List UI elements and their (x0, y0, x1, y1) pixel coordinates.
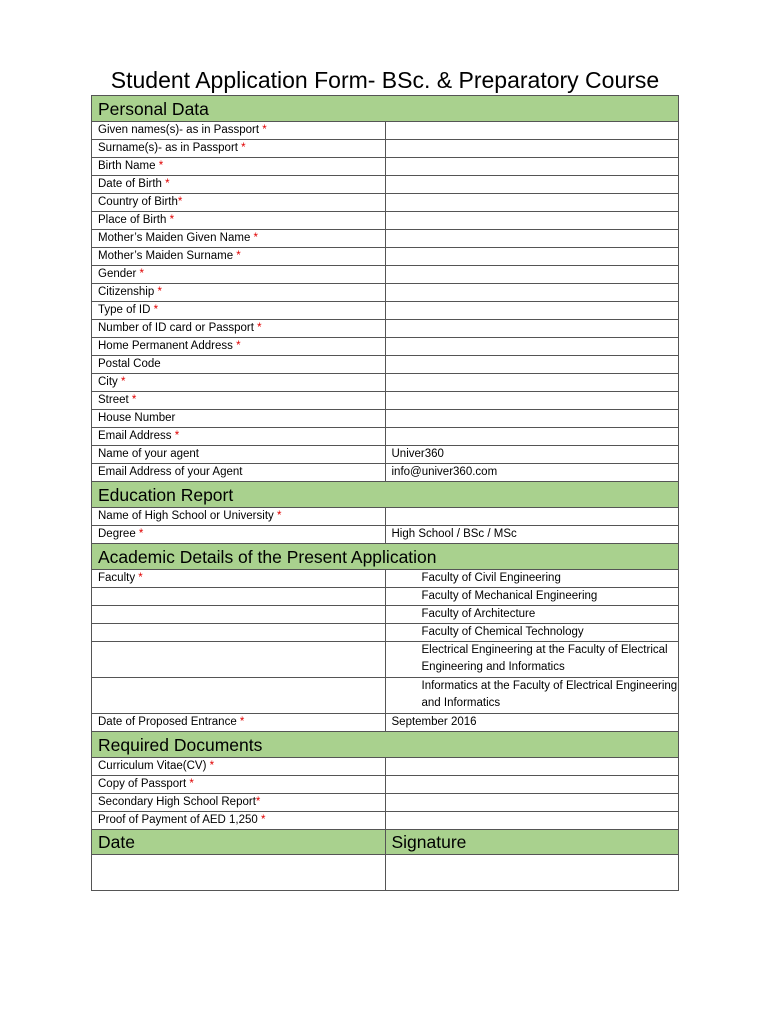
date-signature-row (92, 855, 679, 891)
form-row-faculty-option (92, 606, 679, 624)
field-label-text: Place of Birth (98, 214, 167, 226)
form-row (92, 428, 679, 446)
form-row-faculty-option (92, 642, 679, 678)
field-input[interactable] (385, 758, 679, 776)
field-label (92, 446, 386, 464)
field-label-text: House Number (98, 412, 176, 424)
field-label-text: Curriculum Vitae(CV) (98, 760, 207, 772)
section-title: Personal Data (92, 96, 679, 122)
field-label (92, 194, 386, 212)
form-row (92, 392, 679, 410)
field-label (92, 356, 386, 374)
field-input[interactable] (385, 392, 679, 410)
required-star: * (161, 178, 170, 190)
required-star: * (117, 376, 126, 388)
field-input[interactable] (385, 508, 679, 526)
field-input[interactable]: High School / BSc / MSc (385, 526, 679, 544)
field-label (92, 338, 386, 356)
field-label (92, 812, 386, 830)
form-row (92, 140, 679, 158)
form-row (92, 194, 679, 212)
form-row-faculty-option (92, 678, 679, 714)
field-label (92, 526, 386, 544)
field-label-text: Name of High School or University (98, 510, 274, 522)
required-star: * (232, 340, 241, 352)
field-label (92, 794, 386, 812)
field-input[interactable] (385, 212, 679, 230)
section-title: Required Documents (92, 732, 679, 758)
field-label (92, 758, 386, 776)
form-title: Student Application Form- BSc. & Preparatory Course (110, 67, 660, 93)
required-star: * (155, 160, 164, 172)
field-input[interactable] (385, 158, 679, 176)
required-star: * (154, 286, 162, 298)
field-input[interactable] (385, 140, 679, 158)
field-label (92, 392, 386, 410)
required-star: * (273, 510, 282, 522)
form-row-entrance-date (92, 714, 679, 732)
field-label-text: Birth Name (98, 160, 156, 172)
field-label (92, 374, 386, 392)
field-label (92, 284, 386, 302)
empty-label-cell (92, 606, 386, 624)
section-header-required-documents (92, 732, 679, 758)
faculty-option[interactable]: Electrical Engineering at the Faculty of Electrical Engineering and Informatics (385, 642, 679, 678)
section-title: Education Report (92, 482, 679, 508)
field-label-text: Email Address of your Agent (98, 466, 243, 478)
required-star: * (233, 250, 241, 262)
field-label-text: Given names(s)- as in Passport (98, 124, 260, 136)
required-star: * (171, 430, 180, 442)
required-star: * (150, 304, 159, 316)
field-input[interactable] (385, 320, 679, 338)
form-row (92, 812, 679, 830)
field-label-text: Gender (98, 268, 137, 280)
field-label (92, 140, 386, 158)
entrance-date-field[interactable]: September 2016 (385, 714, 679, 732)
empty-label-cell (92, 624, 386, 642)
empty-label-cell (92, 678, 386, 714)
field-label (92, 176, 386, 194)
form-row (92, 284, 679, 302)
application-form-table (91, 95, 679, 891)
required-star: * (236, 716, 245, 728)
field-label-text: Mother’s Maiden Given Name (98, 232, 251, 244)
required-star: * (128, 394, 137, 406)
empty-label-cell (92, 588, 386, 606)
form-row (92, 374, 679, 392)
required-star: * (177, 196, 183, 208)
required-star: * (186, 778, 194, 790)
field-label (92, 122, 386, 140)
form-row (92, 508, 679, 526)
form-row (92, 758, 679, 776)
faculty-option[interactable]: Informatics at the Faculty of Electrical Engineering and Informatics (385, 678, 679, 714)
form-row (92, 176, 679, 194)
required-star: * (253, 322, 262, 334)
form-row-faculty-option (92, 624, 679, 642)
field-input[interactable] (385, 194, 679, 212)
required-star: * (206, 760, 215, 772)
form-row-faculty (92, 570, 679, 588)
date-label: Date (92, 830, 386, 855)
field-label-text: Name of your agent (98, 448, 200, 460)
field-label (92, 248, 386, 266)
field-label: Date of Proposed Entrance * (92, 714, 386, 732)
signature-label: Signature (385, 830, 679, 855)
faculty-option[interactable]: Faculty of Civil Engineering (385, 570, 679, 588)
field-input[interactable]: Univer360 (385, 446, 679, 464)
field-label (92, 320, 386, 338)
field-input[interactable] (385, 230, 679, 248)
form-row (92, 338, 679, 356)
field-label-text: Secondary High School Report (98, 796, 256, 808)
field-label (92, 410, 386, 428)
field-input[interactable] (385, 176, 679, 194)
form-row (92, 446, 679, 464)
form-row (92, 410, 679, 428)
field-label (92, 266, 386, 284)
field-label-text: Type of ID (98, 304, 151, 316)
required-star: * (259, 124, 267, 136)
faculty-option[interactable]: Faculty of Mechanical Engineering (385, 588, 679, 606)
form-row (92, 122, 679, 140)
documents-rows (92, 758, 679, 830)
form-row-faculty-option (92, 588, 679, 606)
date-signature-header (92, 830, 679, 855)
field-label-text: Copy of Passport (98, 778, 187, 790)
form-row (92, 794, 679, 812)
form-row (92, 248, 679, 266)
field-input[interactable] (385, 776, 679, 794)
field-label-text: Degree (98, 528, 136, 540)
form-row (92, 356, 679, 374)
field-label (92, 508, 386, 526)
required-star: * (250, 232, 259, 244)
date-field[interactable] (92, 855, 386, 891)
field-input[interactable] (385, 794, 679, 812)
field-input[interactable] (385, 374, 679, 392)
field-label-text: Country of Birth (98, 196, 178, 208)
field-input[interactable] (385, 302, 679, 320)
field-label (92, 776, 386, 794)
field-input[interactable] (385, 356, 679, 374)
field-input[interactable] (385, 248, 679, 266)
form-row (92, 526, 679, 544)
faculty-option[interactable]: Faculty of Chemical Technology (385, 624, 679, 642)
required-star: * (237, 142, 246, 154)
field-label (92, 212, 386, 230)
field-label-text: Email Address (98, 430, 172, 442)
field-label-text: City (98, 376, 118, 388)
section-header-education-report (92, 482, 679, 508)
form-row (92, 266, 679, 284)
form-row (92, 464, 679, 482)
field-label (92, 464, 386, 482)
form-row (92, 158, 679, 176)
field-label-text: Street (98, 394, 129, 406)
required-star: * (255, 796, 261, 808)
form-row (92, 212, 679, 230)
form-row (92, 230, 679, 248)
required-star: * (135, 528, 144, 540)
field-label (92, 302, 386, 320)
required-star: * (136, 268, 145, 280)
field-label (92, 428, 386, 446)
section-header-personal-data (92, 96, 679, 122)
empty-label-cell (92, 642, 386, 678)
section-header-academic-details (92, 544, 679, 570)
field-input[interactable] (385, 812, 679, 830)
field-label-text: Citizenship (98, 286, 155, 298)
form-row (92, 320, 679, 338)
required-star: * (135, 572, 143, 584)
field-input[interactable] (385, 410, 679, 428)
form-row (92, 776, 679, 794)
faculty-option[interactable]: Faculty of Architecture (385, 606, 679, 624)
required-star: * (166, 214, 175, 226)
field-input[interactable] (385, 428, 679, 446)
field-input[interactable]: info@univer360.com (385, 464, 679, 482)
education-rows (92, 508, 679, 544)
signature-field[interactable] (385, 855, 679, 891)
field-label (92, 158, 386, 176)
field-label-text: Date of Birth (98, 178, 162, 190)
field-label-text: Home Permanent Address (98, 340, 233, 352)
field-label-text: Proof of Payment of AED 1,250 (98, 814, 258, 826)
field-input[interactable] (385, 338, 679, 356)
field-input[interactable] (385, 122, 679, 140)
section-title: Academic Details of the Present Application (92, 544, 679, 570)
field-label-text: Surname(s)- as in Passport (98, 142, 238, 154)
field-label (92, 230, 386, 248)
field-input[interactable] (385, 266, 679, 284)
field-label-text: Mother’s Maiden Surname (98, 250, 234, 262)
required-star: * (257, 814, 266, 826)
field-input[interactable] (385, 284, 679, 302)
personal-data-rows (92, 122, 679, 482)
field-label-text: Postal Code (98, 358, 161, 370)
form-row (92, 302, 679, 320)
field-label-text: Number of ID card or Passport (98, 322, 254, 334)
field-label: Faculty * (92, 570, 386, 588)
